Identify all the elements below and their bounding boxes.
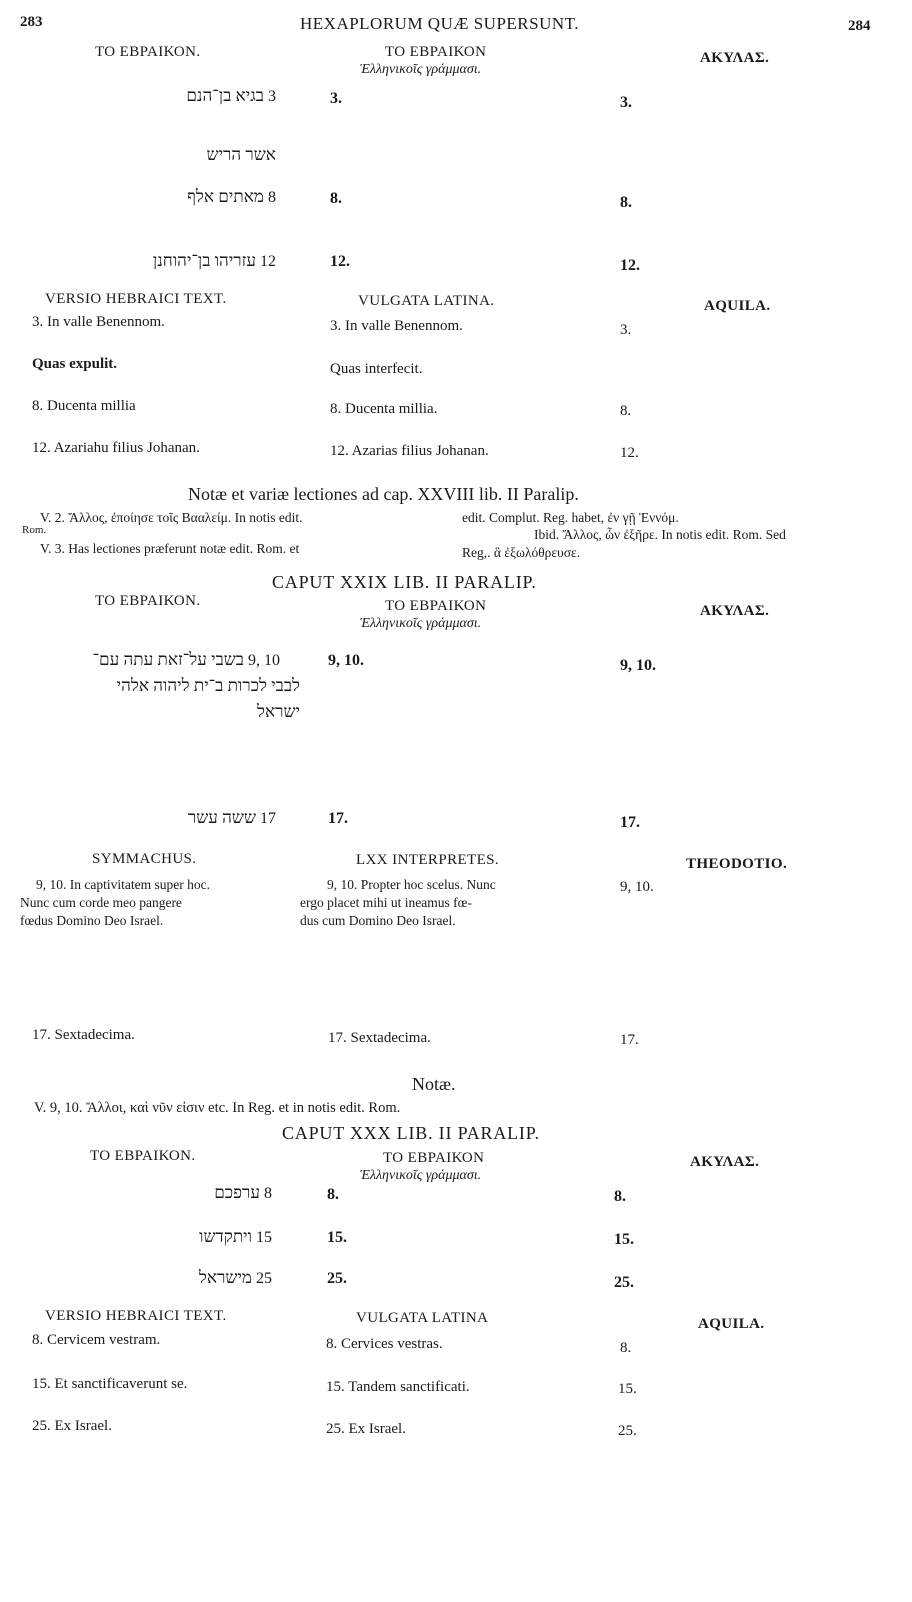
column-header-aquila: AQUILA.: [698, 1316, 765, 1332]
hebrew-text: ערפכם: [214, 1183, 260, 1202]
verse-number: 8.: [620, 1340, 632, 1356]
latin-text: Quas expulit.: [32, 356, 118, 372]
column-header-hebraikon-greek: ΤΟ ΕΒΡΑΙΚΟΝ: [385, 44, 487, 60]
verse-number: 15.: [327, 1229, 347, 1246]
chapter-heading: CAPUT XXIX LIB. II PARALIP.: [272, 572, 537, 592]
column-header-versio: VERSIO HEBRAICI TEXT.: [45, 1308, 227, 1324]
theodotio-text: 9, 10.: [620, 879, 654, 895]
verse-number: 12.: [620, 445, 639, 461]
hebrew-line: [4, 676, 300, 696]
verse-number: 25.: [614, 1274, 634, 1291]
column-header-vulgata: VULGATA LATINA: [356, 1310, 489, 1326]
symmachus-text: Nunc cum corde meo pangere: [20, 895, 182, 910]
column-header-hebraikon: ΤΟ ΕΒΡΑΙΚΟΝ.: [95, 44, 201, 60]
hebrew-line: [120, 808, 276, 828]
verse-number: 8.: [620, 403, 632, 419]
hebrew-text: ששה עשר: [187, 808, 256, 827]
hebrew-text: ויתקדשו: [199, 1227, 252, 1246]
verse-number: 8.: [327, 1186, 339, 1203]
note-text: edit. Complut. Reg. habet, ἐν γῇ Ἐννόμ.: [462, 510, 679, 525]
hebrew-line: [120, 1268, 272, 1288]
column-header-hebraikon: ΤΟ ΕΒΡΑΙΚΟΝ.: [95, 593, 201, 609]
column-header-symmachus: SYMMACHUS.: [92, 851, 197, 867]
lxx-text: ergo placet mihi ut ineamus fœ-: [300, 895, 472, 910]
note-text: V. 3. Has lectiones præferunt notæ edit. Rom. et: [40, 541, 300, 556]
verse-number: 8: [264, 1185, 272, 1202]
column-header-aquila: ΑΚΥΛΑΣ.: [700, 603, 770, 619]
hebrew-text: אשר הריש: [206, 145, 276, 164]
latin-text: 8. Cervicem vestram.: [32, 1332, 161, 1348]
lxx-text: 9, 10. Propter hoc scelus. Nunc: [327, 877, 496, 892]
hebrew-text: בגיא בן־הנם: [186, 86, 264, 105]
note-text: V. 9, 10. Ἄλλοι, καὶ νῦν εἰσιν etc. In Reg. et in notis edit. Rom.: [34, 1100, 401, 1116]
page-number-right: 284: [848, 18, 871, 34]
hebrew-line: [120, 86, 276, 106]
hebrew-line: [100, 187, 276, 207]
latin-text: 3. In valle Benennom.: [32, 314, 165, 330]
verse-number: 8: [268, 189, 276, 206]
column-header-aquila: ΑΚΥΛΑΣ.: [700, 50, 770, 66]
running-title: HEXAPLORUM QUÆ SUPERSUNT.: [300, 14, 580, 33]
column-header-hebraikon: ΤΟ ΕΒΡΑΙΚΟΝ.: [90, 1148, 196, 1164]
latin-text: 8. Cervices vestras.: [326, 1336, 443, 1352]
verse-number: 3.: [620, 94, 632, 111]
latin-text: 17. Sextadecima.: [328, 1030, 431, 1046]
hebrew-line: [180, 702, 300, 722]
chapter-heading: CAPUT XXX LIB. II PARALIP.: [282, 1123, 540, 1143]
note-text: Rom.: [22, 524, 47, 536]
note-text: Ibid. Ἄλλος, ὧν ἐξῆρε. In notis edit. Rom. Sed: [534, 527, 786, 542]
hebrew-text: מאתים אלף: [187, 187, 264, 206]
column-header-vulgata: VULGATA LATINA.: [358, 293, 495, 309]
column-header-theodotio: THEODOTIO.: [686, 856, 788, 872]
verse-number: 8.: [330, 190, 342, 207]
notes-heading: Notæ et variæ lectiones ad cap. XXVIII lib. II Paralip.: [188, 484, 579, 504]
verse-number: 25: [256, 1270, 272, 1287]
hebrew-line: [4, 650, 280, 670]
latin-text: 17. Sextadecima.: [32, 1027, 135, 1043]
hebrew-line: [120, 145, 276, 165]
column-header-aquila: ΑΚΥΛΑΣ.: [690, 1154, 760, 1170]
verse-number: 3.: [330, 90, 342, 107]
hebrew-text: עזריהו בן־יהוחנן: [152, 251, 256, 270]
hebrew-text: בשבי על־זאת עתה עם־: [92, 650, 244, 669]
note-text: Reg,. ἃ ἐξωλόθρευσε.: [462, 545, 581, 560]
verse-number: 12.: [620, 257, 640, 274]
column-subheader-greek-letters: Ἑλληνικοῖς γράμμασι.: [360, 62, 482, 77]
page-number-left: 283: [20, 14, 43, 30]
hebrew-text: מישראל: [198, 1268, 252, 1287]
latin-text: 15. Tandem sanctificati.: [326, 1379, 470, 1395]
column-header-versio: VERSIO HEBRAICI TEXT.: [45, 291, 227, 307]
verse-number: 15.: [614, 1231, 634, 1248]
column-header-aquila: AQUILA.: [704, 298, 771, 314]
latin-text: Quas interfecit.: [330, 361, 423, 377]
hebrew-line: [120, 1227, 272, 1247]
symmachus-text: 9, 10. In captivitatem super hoc.: [36, 877, 210, 892]
verse-number: 3.: [620, 322, 632, 338]
latin-text: 8. Ducenta millia.: [330, 401, 438, 417]
verse-number: 15.: [618, 1381, 637, 1397]
hebrew-text: ישראל: [257, 702, 300, 721]
verse-number: 17.: [328, 810, 348, 827]
note-text: V. 2. Ἄλλος, ἐποίησε τοῖς Βααλείμ. In notis edit.: [40, 510, 303, 525]
lxx-text: dus cum Domino Deo Israel.: [300, 913, 456, 928]
column-subheader-greek-letters: Ἑλληνικοῖς γράμμασι.: [360, 1168, 482, 1183]
latin-text: 25. Ex Israel.: [32, 1418, 112, 1434]
column-header-hebraikon-greek: ΤΟ ΕΒΡΑΙΚΟΝ: [385, 598, 487, 614]
symmachus-text: fœdus Domino Deo Israel.: [20, 913, 164, 928]
notes-heading: Notæ.: [412, 1074, 456, 1094]
verse-number: 25.: [327, 1270, 347, 1287]
verse-number: 9, 10.: [328, 652, 364, 669]
hebrew-text: לבבי לכרות ב־ית ליהוה אלהי: [116, 676, 300, 695]
column-header-hebraikon-greek: ΤΟ ΕΒΡΑΙΚΟΝ: [383, 1150, 485, 1166]
verse-number: 12.: [330, 253, 350, 270]
verse-number: 9, 10: [248, 652, 280, 669]
latin-text: 15. Et sanctificaverunt se.: [32, 1376, 188, 1392]
verse-number: 15: [256, 1229, 272, 1246]
column-header-lxx: LXX INTERPRETES.: [356, 852, 500, 868]
verse-number: 3: [268, 88, 276, 105]
latin-text: 12. Azarias filius Johanan.: [330, 443, 489, 459]
latin-text: 25. Ex Israel.: [326, 1421, 406, 1437]
verse-number: 9, 10.: [620, 657, 656, 674]
latin-text: 8. Ducenta millia: [32, 398, 136, 414]
column-subheader-greek-letters: Ἑλληνικοῖς γράμμασι.: [360, 616, 482, 631]
verse-number: 12: [260, 253, 276, 270]
hebrew-line: [60, 251, 276, 271]
verse-number: 8.: [620, 194, 632, 211]
hebrew-line: [120, 1183, 272, 1203]
verse-number: 17: [260, 810, 276, 827]
verse-number: 8.: [614, 1188, 626, 1205]
latin-text: 3. In valle Benennom.: [330, 318, 463, 334]
latin-text: 12. Azariahu filius Johanan.: [32, 440, 200, 456]
verse-number: 25.: [618, 1423, 637, 1439]
verse-number: 17.: [620, 814, 640, 831]
verse-number: 17.: [620, 1032, 639, 1048]
